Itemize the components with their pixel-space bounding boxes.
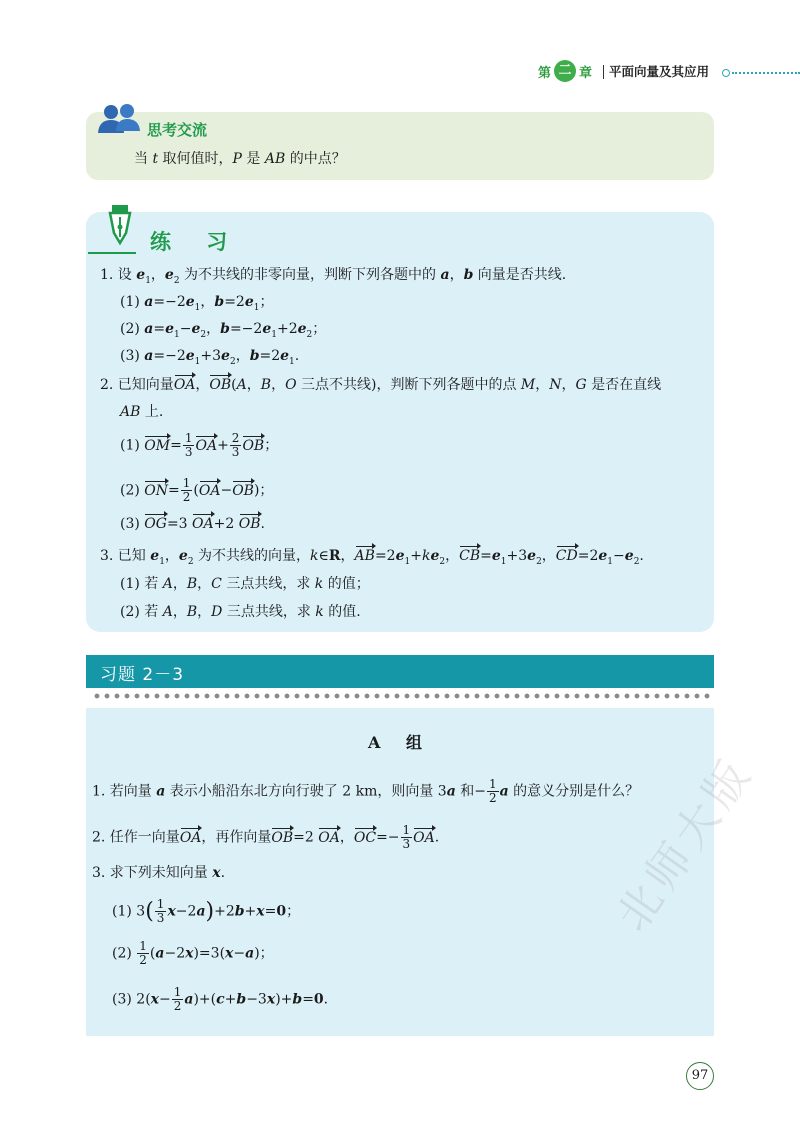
exercise-q3-item-2: (2) $\frac{1}{2}$ (a−2x)=3(x−a)；	[112, 939, 274, 967]
publisher-watermark: 北师大版	[607, 747, 764, 941]
think-discuss-title: 思考交流	[147, 121, 208, 139]
chapter-prefix: 第	[538, 65, 552, 81]
header-dotted-line	[732, 72, 800, 74]
pen-nib-icon	[104, 203, 138, 249]
practice-q1-item-1: (1) $a=-2e_1$，$b=2e_1$；	[120, 294, 274, 313]
practice-q2-item-1: (1) OM= $\frac{1}{3}$ OA+ $\frac{2}{3}$ OB；	[120, 431, 279, 459]
practice-q3-item-1: (1) 若 A，B，C 三点共线，求 k 的值；	[120, 576, 370, 592]
practice-q2-stem-cont: AB 上.	[120, 404, 164, 420]
exercise-q2: 2. 任作一向量OA，再作向量OB=2 OA，OC=− $\frac{1}{3}$ OA.	[92, 823, 440, 851]
exercise-dotted-divider	[92, 693, 712, 699]
chapter-number-badge: 二	[554, 60, 576, 82]
chapter-title: 平面向量及其应用	[609, 64, 710, 79]
exercise-title: 习题 2－3	[100, 665, 185, 685]
exercise-q1: 1. 若向量 a 表示小船沿东北方向行驶了 2 km，则向量 3a 和− $\frac{1}{2}$ a 的意义分别是什么？	[92, 777, 640, 805]
practice-underline	[88, 252, 136, 254]
practice-q1-item-3: (3) $a=-2e_1+3e_2$，$b=2e_1$.	[120, 348, 300, 367]
practice-q3-item-2: (2) 若 A，B，D 三点共线，求 k 的值.	[120, 604, 361, 620]
group-heading: A 组	[368, 733, 432, 752]
page-number: 97	[686, 1062, 714, 1090]
practice-q3-stem: 3. 已知 $e_1$，$e_2$ 为不共线的向量，k∈R，$AB=2e_1+ke_2$，$CB=e_1+3e_2$，$CD=2e_1-e_2$.	[100, 548, 644, 567]
exercise-q3: 3. 求下列未知向量 x.	[92, 865, 226, 881]
header-dot-icon	[722, 69, 730, 77]
practice-title: 练 习	[150, 230, 242, 254]
think-discuss-question: 当 t 取何值时，P 是 AB 的中点？	[134, 151, 346, 167]
exercise-q3-item-1: (1) 3( $\frac{1}{3}$ x−2a)+2b+x=0；	[112, 897, 301, 925]
exercise-q3-item-3: (3) 2(x− $\frac{1}{2}$ a)+(c+b−3x)+b=0.	[112, 985, 329, 1013]
practice-q2-item-2: (2) ON= $\frac{1}{2}$ (OA−OB)；	[120, 476, 274, 504]
people-icon	[97, 103, 143, 137]
header-divider	[603, 65, 604, 79]
chapter-label	[538, 60, 592, 82]
practice-q2-stem: 2. 已知向量OA，OB(A，B，O 三点不共线)，判断下列各题中的点 M，N，G 是否在直线	[100, 377, 662, 393]
chapter-suffix: 章	[579, 65, 593, 81]
practice-q1-stem: 1. 设 $e_1$，$e_2$ 为不共线的非零向量，判断下列各题中的 a，b 向量是否共线.	[100, 267, 567, 286]
practice-q2-item-3: (3) OG=3 OA+2 OB.	[120, 516, 265, 532]
practice-q1-item-2: (2) $a=e_1-e_2$，$b=-2e_1+2e_2$；	[120, 321, 327, 340]
